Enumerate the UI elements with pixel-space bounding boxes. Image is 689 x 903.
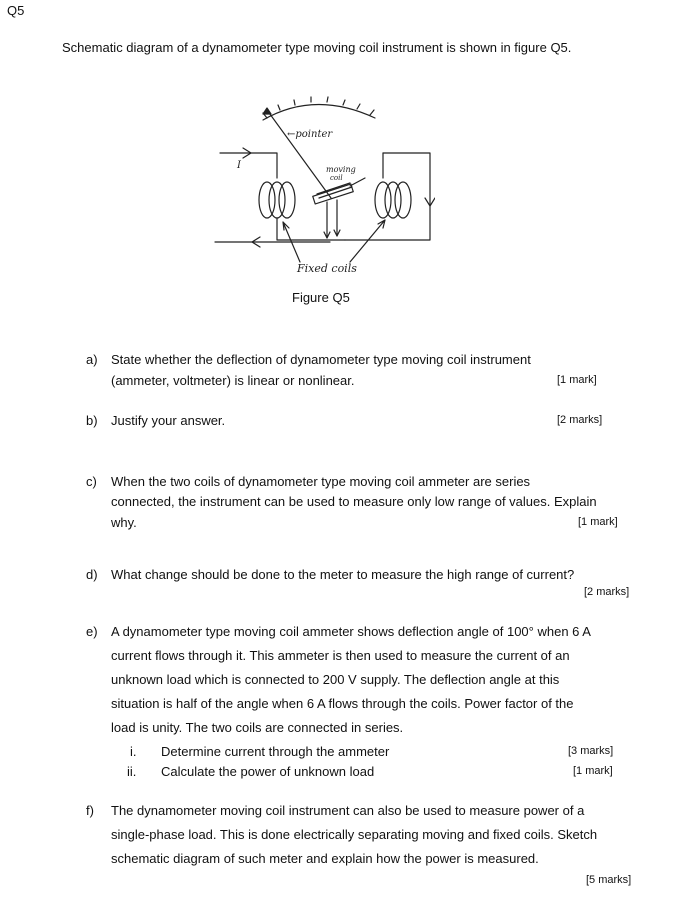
part-e-line-5: load is unity. The two coils are connected in series. bbox=[111, 720, 404, 735]
part-b-marks: [2 marks] bbox=[557, 414, 603, 426]
figure-caption: Figure Q5 bbox=[292, 290, 350, 305]
part-f-line-3: schematic diagram of such meter and explain how the power is measured. bbox=[111, 851, 539, 866]
part-e-line-1: A dynamometer type moving coil ammeter shows deflection angle of 100° when 6 A bbox=[111, 624, 591, 639]
part-f-line-1: The dynamometer moving coil instrument can also be used to measure power of a bbox=[111, 803, 585, 818]
moving-coil-label-1: moving bbox=[326, 165, 356, 174]
part-c-letter: c) bbox=[86, 474, 97, 489]
moving-coil bbox=[313, 183, 354, 204]
part-e-sub-1-marks: [3 marks] bbox=[568, 745, 614, 757]
left-fixed-coil bbox=[259, 182, 295, 218]
part-a-letter: a) bbox=[86, 352, 98, 367]
part-c-line-1: When the two coils of dynamometer type moving coil ammeter are series bbox=[111, 474, 531, 489]
part-c-line-3: why. bbox=[111, 515, 137, 530]
part-e-sub-2-marks: [1 mark] bbox=[573, 765, 613, 777]
question-intro: Schematic diagram of a dynamometer type moving coil instrument is shown in figure Q5. bbox=[62, 40, 572, 55]
part-c-line-2: connected, the instrument can be used to measure only low range of values. Explain bbox=[111, 494, 597, 509]
part-e-sub-1-number: i. bbox=[130, 744, 137, 759]
pointer-label: ←pointer bbox=[287, 129, 333, 140]
part-e-line-4: situation is half of the angle when 6 A flows through the coils. Power factor of the bbox=[111, 696, 574, 711]
fixed-coils-label: Fixed coils bbox=[297, 262, 357, 275]
moving-coil-label-2: coil bbox=[330, 174, 343, 182]
part-e-line-2: current flows through it. This ammeter is then used to measure the current of an bbox=[111, 648, 570, 663]
dynamometer-schematic-diagram bbox=[205, 90, 435, 280]
question-number: Q5 bbox=[7, 3, 25, 18]
part-d-line-1: What change should be done to the meter to measure the high range of current? bbox=[111, 567, 575, 582]
part-e-sub-2-number: ii. bbox=[127, 764, 137, 779]
part-c-marks: [1 mark] bbox=[578, 516, 618, 528]
part-f-letter: f) bbox=[86, 803, 94, 818]
part-b-letter: b) bbox=[86, 413, 98, 428]
part-f-line-2: single-phase load. This is done electrically separating moving and fixed coils. Sketch bbox=[111, 827, 598, 842]
current-label: I bbox=[237, 160, 241, 171]
part-a-marks: [1 mark] bbox=[557, 374, 597, 386]
part-b-line-1: Justify your answer. bbox=[111, 413, 226, 428]
part-a-line-1: State whether the deflection of dynamometer type moving coil instrument bbox=[111, 352, 531, 367]
part-d-marks: [2 marks] bbox=[584, 586, 630, 598]
right-fixed-coil bbox=[375, 182, 411, 218]
part-e-line-3: unknown load which is connected to 200 V supply. The deflection angle at this bbox=[111, 672, 560, 687]
part-e-sub-1-text: Determine current through the ammeter bbox=[161, 744, 390, 759]
part-e-sub-2-text: Calculate the power of unknown load bbox=[161, 764, 375, 779]
part-d-letter: d) bbox=[86, 567, 98, 582]
part-a-line-2: (ammeter, voltmeter) is linear or nonlinear. bbox=[111, 373, 355, 388]
part-e-letter: e) bbox=[86, 624, 98, 639]
part-f-marks: [5 marks] bbox=[586, 874, 632, 886]
